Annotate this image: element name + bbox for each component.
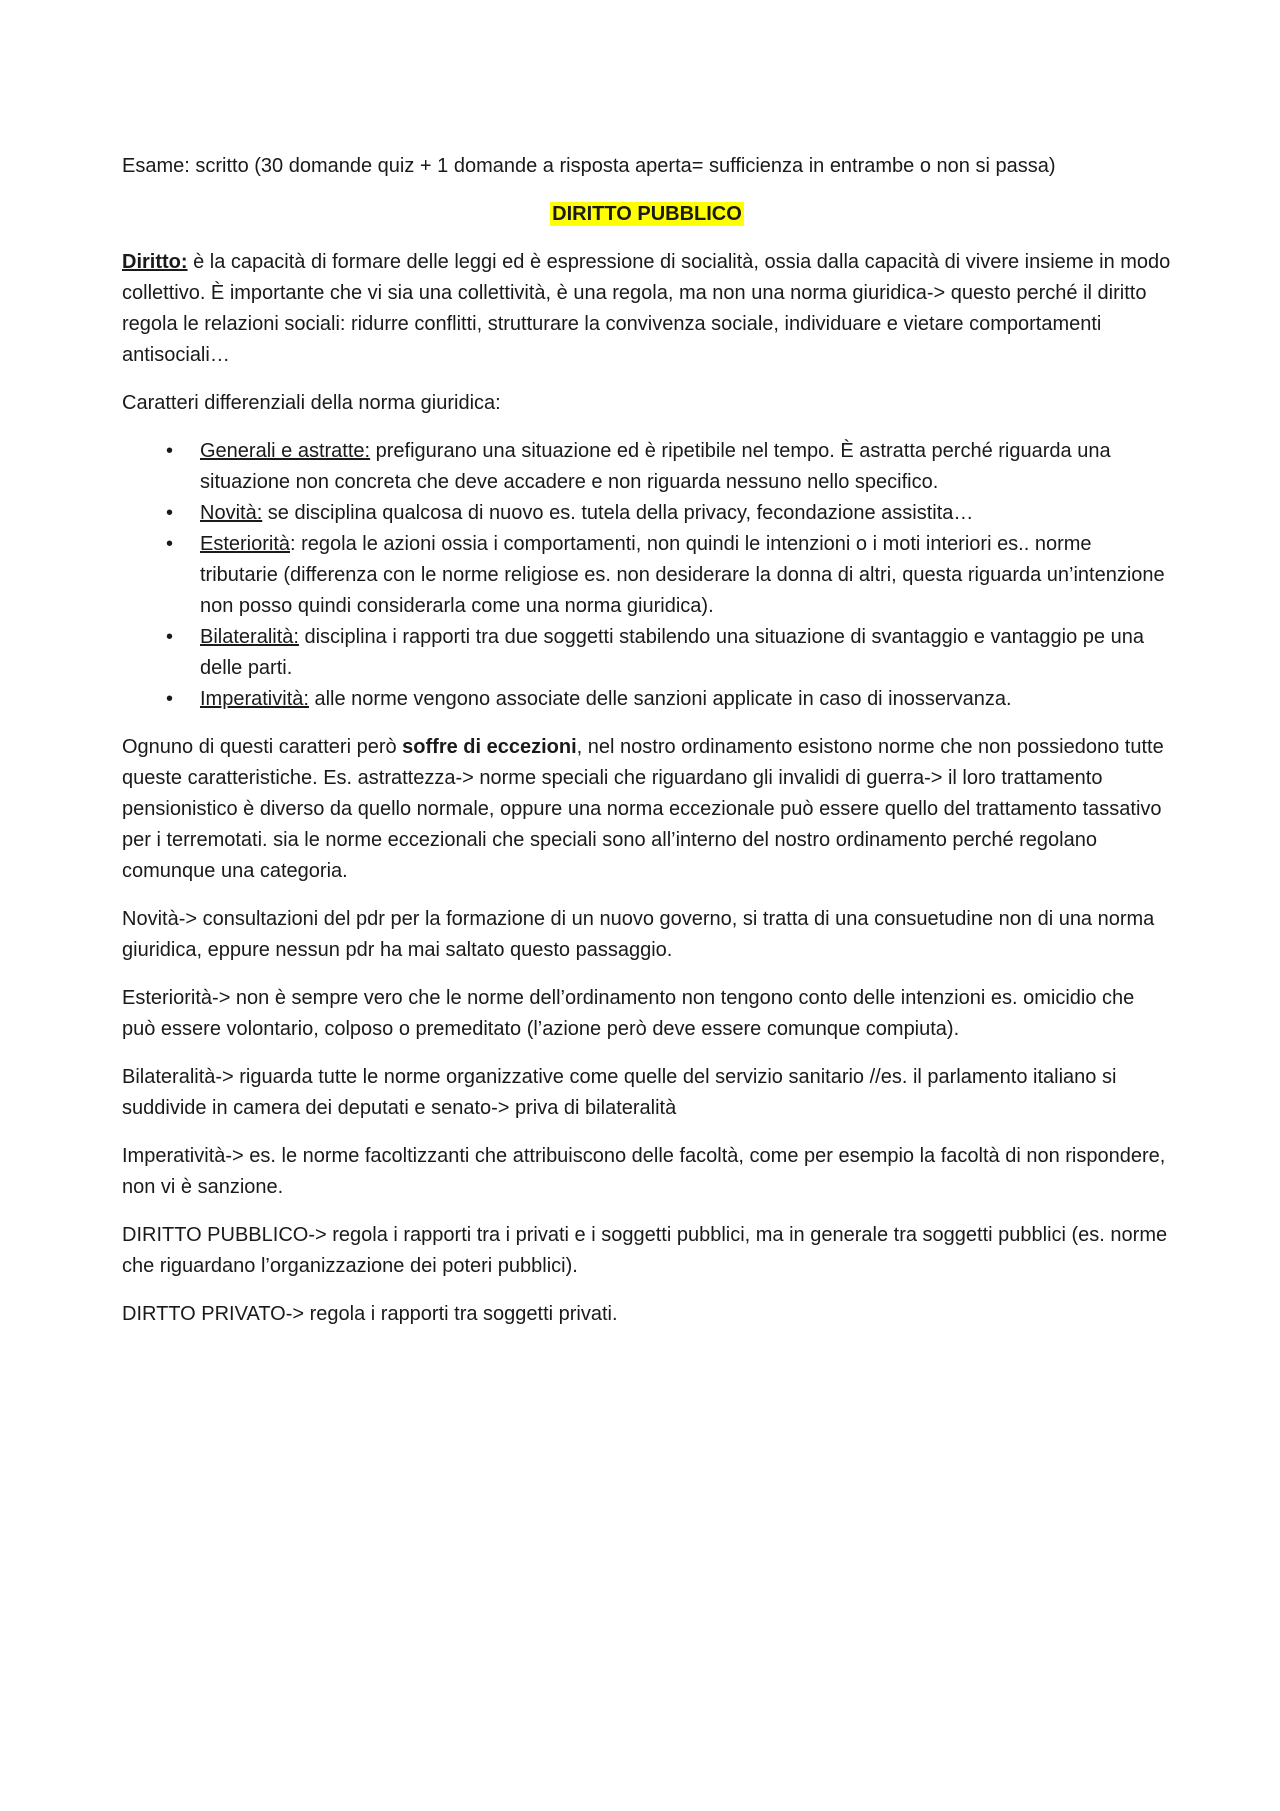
item-term: Esteriorità (200, 533, 291, 555)
item-term: Bilateralità: (200, 626, 299, 648)
paragraph-novita: Novità-> consultazioni del pdr per la formazione di un nuovo governo, si tratta di una consuetudine non di una norma giuridica, eppure nessun pdr ha mai saltato questo passaggio. (122, 908, 1155, 961)
exceptions-after: , nel nostro ordinamento esistono norme che non possiedono tutte queste caratteristiche. Es. astrattezza-> norme speciali che riguardano gli invalidi di guerra-> il loro trattamento pensionistico è diverso da quello normale, oppure una norma eccezionale può essere quello del trattamento tassativo per i terremotati. sia le norme eccezionali che speciali sono all’interno del nostro ordinamento perché regolano comunque una categoria. (122, 736, 1164, 882)
item-text: : regola le azioni ossia i comportamenti, non quindi le intenzioni o i moti interiori es.. norme tributarie (differenza con le norme religiose es. non desiderare la donna di altri, questa riguarda un’intenzione non posso quindi considerarla come una norma giuridica). (200, 533, 1165, 617)
item-term: Imperatività: (200, 688, 309, 710)
bullet-icon: • (166, 502, 174, 524)
list-item-generali (122, 436, 1172, 498)
definition-paragraph (122, 247, 1172, 371)
item-term: Generali e astratte: (200, 440, 371, 462)
highlighted-title: DIRITTO PUBBLICO (552, 203, 742, 225)
paragraph-esteriorita: Esteriorità-> non è sempre vero che le norme dell’ordinamento non tengono conto delle intenzioni es. omicidio che può essere volontario, colposo o premeditato (l’azione però deve essere comunque compiuta). (122, 987, 1135, 1040)
definition-term: Diritto: (122, 251, 188, 273)
exam-note: Esame: scritto (30 domande quiz + 1 domande a risposta aperta= sufficienza in entrambe o non si passa) (122, 155, 1056, 177)
page-title (122, 199, 1172, 230)
list-item-imperativita (122, 684, 1172, 715)
document-body (122, 151, 1172, 1347)
characteristics-list (122, 436, 1172, 715)
list-item-bilateralita (122, 622, 1172, 684)
list-intro: Caratteri differenziali della norma giuridica: (122, 392, 501, 414)
paragraph-diritto-privato: DIRTTO PRIVATO-> regola i rapporti tra soggetti privati. (122, 1303, 618, 1325)
list-item-novita (122, 498, 1172, 529)
bullet-icon: • (166, 440, 174, 462)
item-text: se disciplina qualcosa di nuovo es. tutela della privacy, fecondazione assistita… (262, 502, 974, 524)
bullet-icon: • (166, 688, 174, 710)
exceptions-paragraph (122, 732, 1172, 887)
exceptions-before: Ognuno di questi caratteri però (122, 736, 403, 758)
paragraph-bilateralita: Bilateralità-> riguarda tutte le norme organizzative come quelle del servizio sanitario //es. il parlamento italiano si suddivide in camera dei deputati e senato-> priva di bilateralità (122, 1066, 1117, 1119)
definition-text: è la capacità di formare delle leggi ed è espressione di socialità, ossia dalla capacità di vivere insieme in modo collettivo. È importante che vi sia una collettività, è una regola, ma non una norma giuridica-> questo perché il diritto regola le relazioni sociali: ridurre conflitti, strutturare la convivenza sociale, individuare e vietare comportamenti antisociali… (122, 251, 1171, 366)
item-text: alle norme vengono associate delle sanzioni applicate in caso di inosservanza. (308, 688, 1012, 710)
exceptions-bold: soffre di eccezioni (402, 736, 577, 758)
bullet-icon: • (166, 533, 174, 555)
paragraph-diritto-pubblico: DIRITTO PUBBLICO-> regola i rapporti tra i privati e i soggetti pubblici, ma in generale tra soggetti pubblici (es. norme che riguardano l’organizzazione dei poteri pubblici). (122, 1224, 1168, 1277)
item-text: disciplina i rapporti tra due soggetti stabilendo una situazione di svantaggio e vantaggio pe una delle parti. (200, 626, 1144, 679)
item-term: Novità: (200, 502, 263, 524)
paragraph-imperativita: Imperatività-> es. le norme facoltizzanti che attribuiscono delle facoltà, come per esempio la facoltà di non rispondere, non vi è sanzione. (122, 1145, 1166, 1198)
list-item-esteriorita (122, 529, 1172, 622)
item-text: prefigurano una situazione ed è ripetibile nel tempo. È astratta perché riguarda una situazione non concreta che deve accadere e non riguarda nessuno nello specifico. (200, 440, 1111, 493)
bullet-icon: • (166, 626, 174, 648)
